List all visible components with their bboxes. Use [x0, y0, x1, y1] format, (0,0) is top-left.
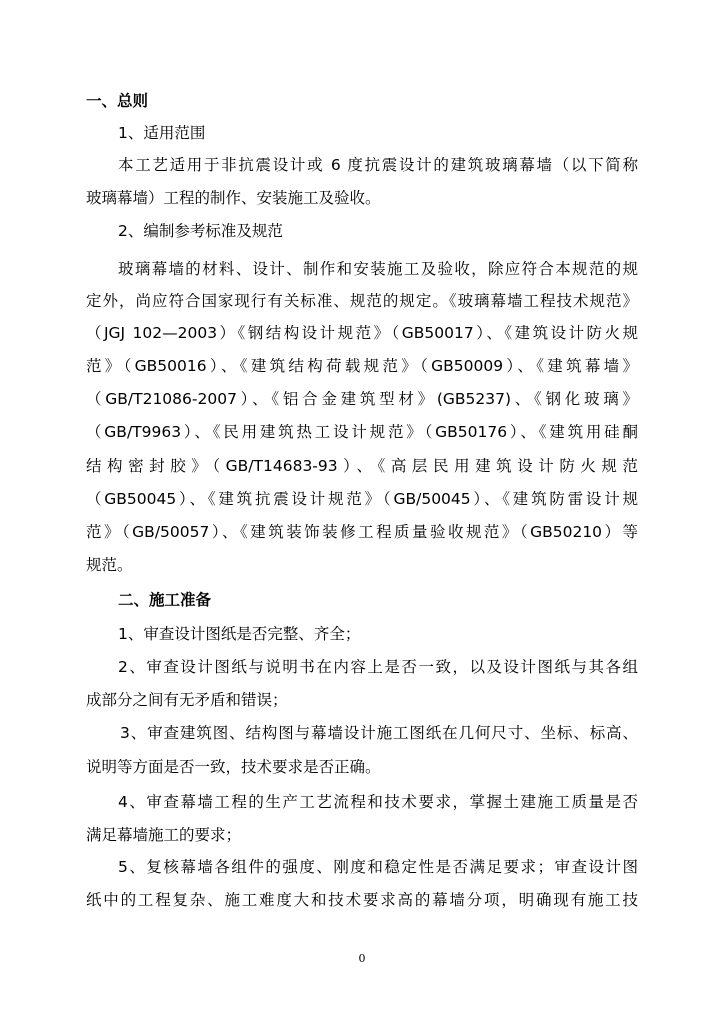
paragraph-line: 范》（GB50016）、《建筑结构荷载规范》（GB50009）、《建筑幕墙》: [86, 357, 638, 375]
section-heading-preparation: 二、施工准备: [118, 591, 212, 609]
paragraph-line: （GB/T21086-2007）、《铝合金建筑型材》(GB5237)、《钢化玻璃》: [86, 390, 638, 408]
list-item: 5、复核幕墙各组件的强度、刚度和稳定性是否满足要求；审查设计图: [118, 858, 638, 876]
section-heading-general: 一、总则: [86, 92, 149, 110]
paragraph-line: 纸中的工程复杂、施工难度大和技术要求高的幕墙分项，明确现有施工技: [86, 891, 638, 909]
paragraph-line: 规范。: [86, 556, 133, 574]
paragraph-line: （GB50045）、《建筑抗震设计规范》（GB/50045）、《建筑防雷设计规: [86, 490, 638, 508]
paragraph-line: 定外，尚应符合国家现行有关标准、规范的规定。《玻璃幕墙工程技术规范》: [86, 292, 638, 310]
paragraph-line: 范》（GB/50057）、《建筑装饰装修工程质量验收规范》（GB50210）等: [86, 523, 638, 541]
list-item: 2、审查设计图纸与说明书在内容上是否一致，以及设计图纸与其各组: [118, 658, 638, 676]
subheading-scope: 1、适用范围: [118, 124, 206, 142]
paragraph-line: 玻璃幕墙）工程的制作、安装施工及验收。: [86, 189, 381, 207]
paragraph-line: 说明等方面是否一致，技术要求是否正确。: [86, 758, 381, 776]
list-item: 3、审查建筑图、结构图与幕墙设计施工图纸在几何尺寸、坐标、标高、: [120, 724, 638, 742]
paragraph-line: （GB/T9963）、《民用建筑热工设计规范》（GB50176）、《建筑用硅酮: [86, 423, 638, 441]
paragraph-line: 成部分之间有无矛盾和错误；: [86, 691, 288, 709]
paragraph-line: 结构密封胶》（GB/T14683-93）、《高层民用建筑设计防火规范: [86, 457, 638, 475]
list-item: 4、审查幕墙工程的生产工艺流程和技术要求，掌握土建施工质量是否: [118, 793, 638, 811]
paragraph-line: 满足幕墙施工的要求；: [86, 826, 242, 844]
page-number: 0: [358, 952, 366, 965]
paragraph-line: 本工艺适用于非抗震设计或 6 度抗震设计的建筑玻璃幕墙（以下简称: [118, 156, 638, 174]
list-item: 1、审查设计图纸是否完整、齐全；: [118, 625, 361, 643]
subheading-standards: 2、编制参考标准及规范: [118, 222, 283, 240]
paragraph-line: （JGJ 102—2003）《钢结构设计规范》（GB50017）、《建筑设计防火规: [86, 324, 638, 342]
paragraph-line: 玻璃幕墙的材料、设计、制作和安装施工及验收，除应符合本规范的规: [118, 260, 638, 278]
